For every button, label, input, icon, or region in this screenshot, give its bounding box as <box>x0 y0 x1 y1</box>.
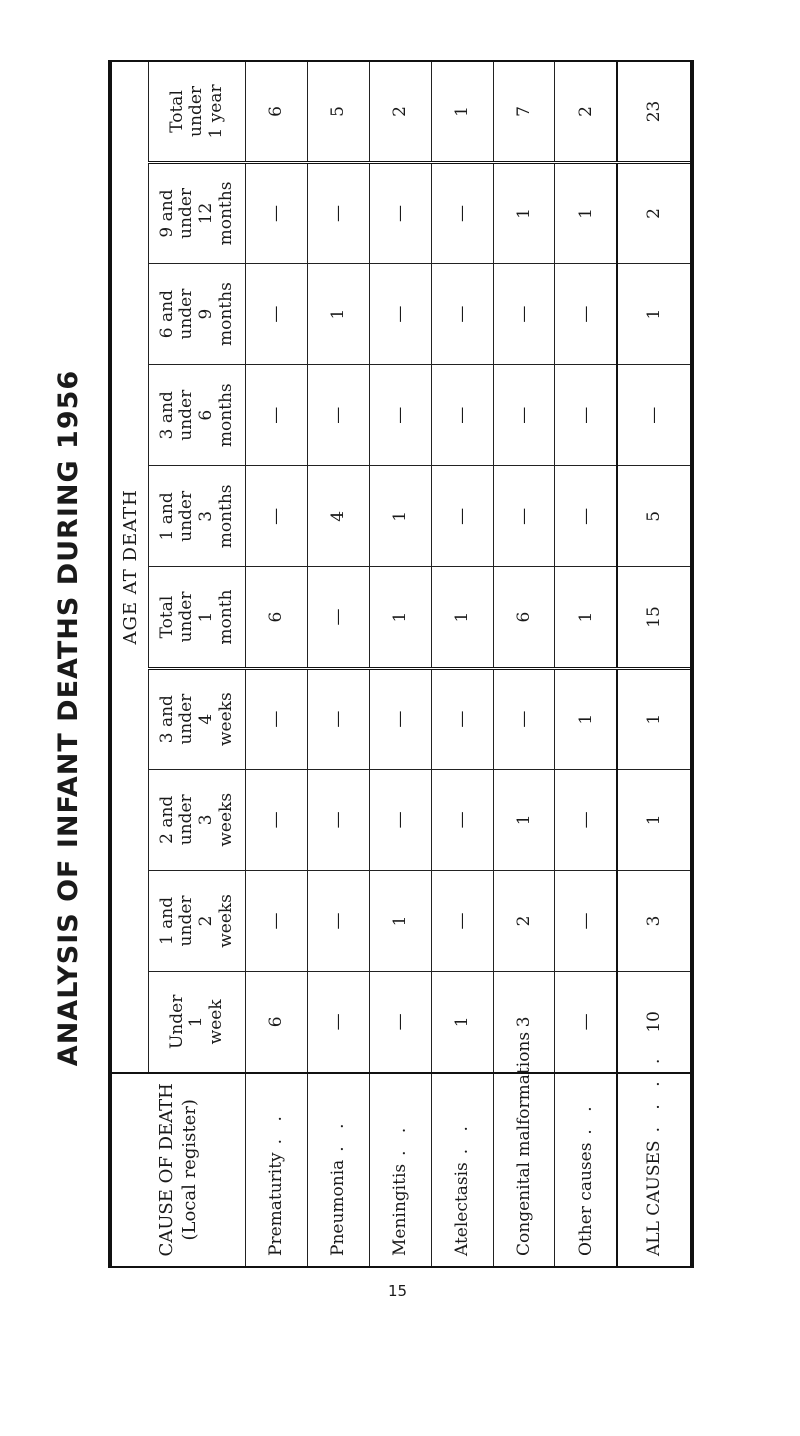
column-header-line: 2 <box>196 915 216 927</box>
header-row-top <box>110 61 149 1267</box>
column-header-line: month <box>215 589 236 645</box>
column-header-line: 4 <box>196 713 216 725</box>
column-header-line: under <box>176 288 197 340</box>
death-count-cell: 1 <box>431 972 493 1073</box>
column-header-line: months <box>215 282 236 347</box>
cause-name: ALL CAUSES <box>644 1140 665 1256</box>
column-header-line: Total <box>166 90 187 133</box>
cause-row <box>307 61 369 1267</box>
page-title: ANALYSIS OF INFANT DEATHS DURING 1956 <box>52 369 84 1067</box>
column-header-line: under <box>176 693 197 745</box>
infant-deaths-table-frame <box>108 60 694 1268</box>
column-header-line: under <box>186 85 207 137</box>
death-count-cell: 6 <box>246 972 308 1073</box>
death-count-cell: 3 <box>617 870 692 971</box>
age-column-header <box>149 972 246 1073</box>
cause-row <box>555 61 618 1267</box>
death-count-cell: 1 <box>617 264 692 365</box>
leader-dots: . . <box>390 1121 411 1156</box>
death-count-cell: 2 <box>369 61 431 162</box>
cause-label <box>617 1052 692 1267</box>
death-count-cell: — <box>431 466 493 567</box>
death-count-cell: 1 <box>555 567 618 668</box>
death-count-cell: 1 <box>431 567 493 668</box>
death-count-cell: 23 <box>617 61 692 162</box>
death-count-cell: — <box>555 870 618 971</box>
death-count-cell: — <box>431 870 493 971</box>
death-count-cell: 1 <box>431 61 493 162</box>
death-count-cell: 4 <box>307 466 369 567</box>
column-header-line: Under <box>166 994 187 1050</box>
death-count-cell: — <box>246 769 308 870</box>
death-count-cell: 5 <box>307 61 369 162</box>
death-count-cell: — <box>369 972 431 1073</box>
cause-header-line-2: (Local register) <box>178 1099 200 1241</box>
death-count-cell: — <box>431 162 493 263</box>
death-count-cell: — <box>617 365 692 466</box>
death-count-cell: — <box>246 668 308 769</box>
death-count-cell: — <box>493 668 555 769</box>
cause-label <box>493 1031 555 1267</box>
death-count-cell: 6 <box>246 567 308 668</box>
death-count-cell: — <box>555 264 618 365</box>
death-count-cell: — <box>246 365 308 466</box>
death-count-cell: — <box>493 264 555 365</box>
death-count-cell: 2 <box>493 870 555 971</box>
death-count-cell: — <box>369 769 431 870</box>
death-count-cell: — <box>307 365 369 466</box>
death-count-cell: — <box>555 365 618 466</box>
column-header-line: under <box>176 794 197 846</box>
death-count-cell: 1 <box>555 668 618 769</box>
age-column-header <box>149 162 246 263</box>
death-count-cell: 1 <box>617 668 692 769</box>
column-header-line: months <box>215 181 236 246</box>
column-header-line: 9 <box>196 308 216 320</box>
death-count-cell: — <box>246 466 308 567</box>
death-count-cell: 1 <box>369 567 431 668</box>
death-count-cell: — <box>431 365 493 466</box>
death-count-cell: — <box>307 668 369 769</box>
death-count-cell: 1 <box>307 264 369 365</box>
death-count-cell: — <box>493 466 555 567</box>
column-header-line: months <box>215 484 236 549</box>
death-count-cell: 1 <box>493 162 555 263</box>
column-header-line: 1 and <box>156 492 177 541</box>
death-count-cell: — <box>555 466 618 567</box>
cause-name: Other causes <box>575 1142 596 1256</box>
column-header-line: 3 <box>196 814 216 826</box>
column-header-line: 12 <box>196 202 216 225</box>
death-count-cell: — <box>307 567 369 668</box>
column-header-line: 1 <box>186 1016 207 1028</box>
cause-label <box>246 1073 308 1267</box>
death-count-cell: — <box>246 870 308 971</box>
death-count-cell: 1 <box>369 466 431 567</box>
cause-column-header <box>110 1073 246 1267</box>
death-count-cell: — <box>431 264 493 365</box>
column-header-line: 1 and <box>156 896 177 946</box>
death-count-cell: 5 <box>617 466 692 567</box>
death-count-cell: — <box>369 264 431 365</box>
death-count-cell: 1 <box>369 870 431 971</box>
cause-name: Pneumonia <box>328 1159 349 1256</box>
column-header-line: 1 year <box>205 84 226 139</box>
column-header-line: Total <box>156 595 177 639</box>
death-count-cell: 1 <box>617 769 692 870</box>
age-column-header <box>149 668 246 769</box>
column-header-line: 6 <box>196 409 216 421</box>
cause-label <box>431 1073 493 1267</box>
column-header-line: under <box>176 895 197 947</box>
leader-dots: . . <box>575 1100 596 1135</box>
column-header-line: week <box>205 999 226 1045</box>
leader-dots: . . <box>452 1120 473 1155</box>
column-header-line: weeks <box>215 692 236 747</box>
death-count-cell: 15 <box>617 567 692 668</box>
death-count-cell: 1 <box>555 162 618 263</box>
age-column-header <box>149 870 246 971</box>
death-count-cell: — <box>369 365 431 466</box>
column-header-line: weeks <box>215 894 236 948</box>
death-count-cell: — <box>369 668 431 769</box>
death-count-cell: — <box>431 668 493 769</box>
death-count-cell: — <box>307 162 369 263</box>
column-header-line: 6 and <box>156 290 177 339</box>
death-count-cell: — <box>431 769 493 870</box>
death-count-cell: 6 <box>246 61 308 162</box>
age-column-header <box>149 466 246 567</box>
leader-dots: . . <box>328 1117 349 1152</box>
column-header-line: under <box>176 591 197 643</box>
death-count-cell: 6 <box>493 567 555 668</box>
column-header-line: 3 and <box>156 695 177 744</box>
cause-label <box>369 1073 431 1267</box>
death-count-cell: — <box>246 264 308 365</box>
column-header-line: under <box>176 389 197 441</box>
column-header-line: under <box>176 187 197 239</box>
death-count-cell: 7 <box>493 61 555 162</box>
infant-deaths-table <box>108 60 694 1268</box>
age-column-header <box>149 264 246 365</box>
death-count-cell: — <box>307 769 369 870</box>
cause-name: Congenital malformations <box>514 1031 534 1256</box>
column-header-line: months <box>215 383 236 448</box>
cause-row <box>246 61 308 1267</box>
death-count-cell: 10 <box>617 972 692 1073</box>
column-header-line: 2 and <box>156 795 177 844</box>
cause-label <box>555 1073 618 1267</box>
age-at-death-header: AGE AT DEATH <box>110 61 149 1073</box>
cause-label <box>307 1073 369 1267</box>
death-count-cell: — <box>307 972 369 1073</box>
table-body <box>246 61 693 1267</box>
death-count-cell: — <box>555 972 618 1073</box>
age-column-header <box>149 61 246 162</box>
column-header-line: 9 and <box>156 189 177 238</box>
age-column-header <box>149 769 246 870</box>
leader-dots: . . . . <box>644 1052 665 1133</box>
column-header-line: 3 and <box>156 391 177 440</box>
age-column-header <box>149 365 246 466</box>
age-column-header <box>149 567 246 668</box>
column-header-line: 3 <box>196 510 216 522</box>
cause-row <box>369 61 431 1267</box>
cause-name: Atelectasis <box>452 1162 473 1256</box>
death-count-cell: 2 <box>555 61 618 162</box>
cause-row <box>493 61 555 1267</box>
death-count-cell: — <box>555 769 618 870</box>
death-count-cell: 2 <box>617 162 692 263</box>
leader-dots: . . <box>266 1110 287 1145</box>
death-count-cell: — <box>307 870 369 971</box>
column-header-line: under <box>176 490 197 542</box>
column-header-line: 1 <box>196 611 216 623</box>
cause-row <box>431 61 493 1267</box>
cause-name: Meningitis <box>390 1163 411 1256</box>
death-count-cell: — <box>246 162 308 263</box>
death-count-cell: — <box>493 365 555 466</box>
page-number: 15 <box>388 1282 408 1300</box>
death-count-cell: 1 <box>493 769 555 870</box>
death-count-cell: — <box>369 162 431 263</box>
column-header-line: weeks <box>215 792 236 847</box>
cause-name: Prematurity <box>266 1152 287 1256</box>
death-count-cell: 3 <box>493 972 555 1073</box>
cause-header-line-1: CAUSE OF DEATH <box>156 1083 177 1257</box>
total-row <box>617 61 692 1267</box>
